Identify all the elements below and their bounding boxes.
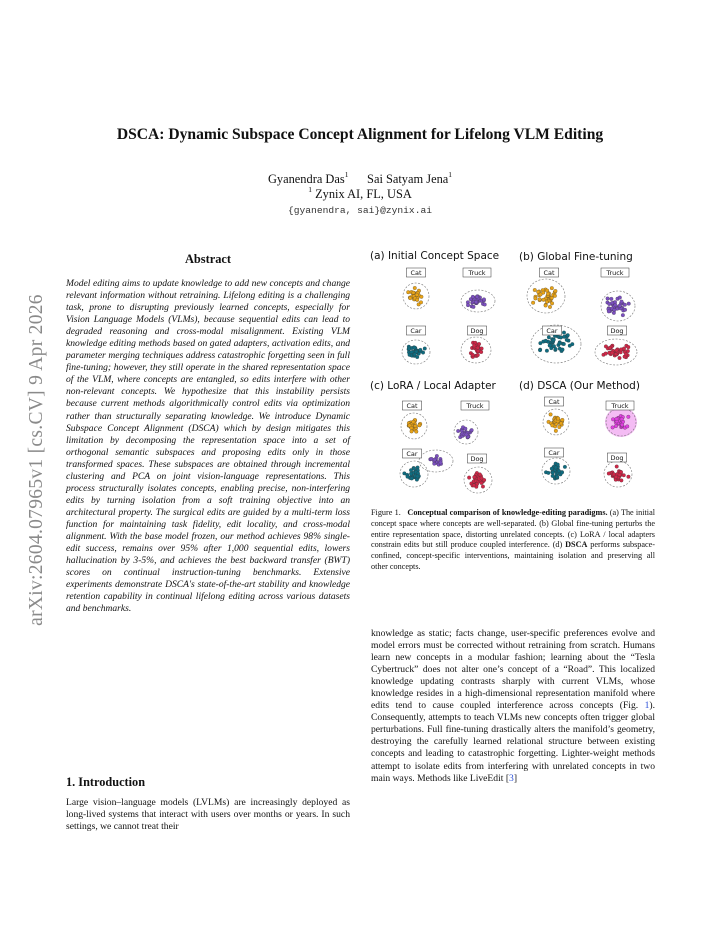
cluster-tag-car	[402, 449, 421, 458]
author-2-sup: 1	[448, 170, 453, 179]
citation-link[interactable]: 3	[509, 772, 514, 784]
panel-b-dog-cluster	[595, 339, 637, 365]
arxiv-stamp: arXiv:2604.07965v1 [cs.CV] 9 Apr 2026	[26, 294, 47, 626]
panel-d-cat-cluster	[543, 409, 569, 435]
right-text-2: ). Consequently, attempts to teach VLMs new concepts often trigger global perturbations. Full fine-tuning drastically alters the manifold’s geometry, destroying the carefully learned relational structure between existing concepts and leading to catastrophic forgetting. Lighter-weight methods attempt to isolate edits from interfering with unrelated concepts in two main ways. Methods like LiveEdit [	[371, 700, 655, 784]
author-1-sup: 1	[344, 170, 349, 179]
cluster-tag-dog	[607, 453, 626, 462]
cluster-tag-dog	[467, 326, 486, 335]
panel-d-title: (d) DSCA (Our Method)	[519, 380, 640, 392]
cluster-tag-dog	[467, 454, 486, 463]
abstract-heading: Abstract	[184, 252, 232, 266]
panel-c-truck-drift	[419, 450, 453, 472]
section-heading-introduction: 1. Introduction	[66, 775, 146, 789]
affiliation-sup: 1	[308, 185, 312, 194]
cluster-tag-car	[542, 326, 561, 335]
svg-text:Car: Car	[546, 327, 558, 335]
caption-bold-dsca: DSCA	[565, 540, 588, 550]
svg-text:Car: Car	[410, 327, 422, 335]
introduction-paragraph-continued	[371, 628, 655, 785]
svg-text:Truck: Truck	[606, 269, 624, 277]
caption-text: (a) The initial concept space where concepts are well-separated. (b) Global fine-tuning perturbs the entire representation space, distorting unrelated concepts. (c) LoRA / local adapters constrain edits but still produce coupled interference. (d)	[371, 508, 655, 550]
svg-text:Dog: Dog	[610, 327, 624, 335]
svg-text:Truck: Truck	[468, 269, 486, 277]
svg-text:Car: Car	[548, 449, 560, 457]
cluster-tag-cat	[544, 397, 563, 406]
cluster-tag-cat	[402, 401, 421, 410]
paper-title: DSCA: Dynamic Subspace Concept Alignment for Lifelong VLM Editing	[116, 126, 604, 143]
panel-a-title: (a) Initial Concept Space	[370, 250, 500, 262]
panel-b-truck-cluster	[601, 291, 635, 321]
panel-c-truck-cluster	[454, 420, 478, 444]
figure-caption	[371, 508, 655, 573]
svg-text:Dog: Dog	[470, 455, 484, 463]
panel-c-car-cluster	[400, 461, 428, 487]
panel-c-dog-cluster	[464, 467, 492, 493]
panel-a-dog-cluster	[461, 337, 491, 363]
affiliation-text: Zynix AI, FL, USA	[315, 187, 412, 201]
cluster-tag-truck	[606, 401, 634, 410]
caption-bold: Conceptual comparison of knowledge-editing paradigms.	[407, 508, 608, 517]
svg-text:Cat: Cat	[548, 398, 560, 406]
svg-text:Truck: Truck	[611, 402, 629, 410]
authors	[60, 172, 660, 187]
author-1: Gyanendra Das	[267, 172, 345, 186]
cluster-tag-car	[544, 448, 563, 457]
cluster-tag-truck	[461, 401, 489, 410]
figure-1	[366, 246, 658, 496]
panel-d-car-cluster	[542, 458, 570, 484]
panel-c-cat-cluster	[401, 413, 427, 439]
panel-a-cat-cluster	[403, 283, 429, 309]
right-text-3: ]	[513, 772, 518, 784]
cluster-tag-cat	[406, 268, 425, 277]
introduction-paragraph: Large vision–language models (LVLMs) are increasingly deployed as long-lived systems that interact with users over months or years. In such settings, we cannot treat their	[66, 797, 350, 833]
panel-a-car-cluster	[402, 340, 430, 364]
svg-text:Cat: Cat	[410, 269, 422, 277]
right-text-1: knowledge as static; facts change, user-specific preferences evolve and model errors must be corrected without retraining from scratch. Humans learn new concepts in a modular fashion; learning about the “Tesla Cybertruck” does not alter one’s concept of a “Road”. This localized knowledge updating contrasts sharply with current VLMs, whose knowledge resides in a high-dimensional representation manifold where edits tend to cause coupled interference across concepts (Fig.	[371, 628, 655, 712]
panel-b-cat-cluster	[527, 279, 565, 313]
svg-text:Dog: Dog	[610, 454, 624, 462]
svg-text:Dog: Dog	[470, 327, 484, 335]
figure-ref-link[interactable]: 1	[644, 700, 650, 712]
affiliation	[60, 187, 660, 202]
panel-d-dog-cluster	[604, 461, 632, 487]
svg-text:Cat: Cat	[406, 402, 418, 410]
panel-c-title: (c) LoRA / Local Adapter	[370, 380, 496, 392]
cluster-tag-truck	[463, 268, 491, 277]
panel-d-truck-cluster	[605, 407, 637, 437]
svg-text:Truck: Truck	[466, 402, 484, 410]
cluster-tag-car	[406, 326, 425, 335]
abstract-body: Model editing aims to update knowledge to add new concepts and change relevant information without retraining. Lifelong editing is a challenging task, prone to disrupting previously learned concepts, especially for Vision Language Models (VLMs), because sequential edits can lead to degraded reasoning and cross-modal misalignment. Existing VLM knowledge editing methods based on gated adapters, activation edits, and parameter merging techniques address catastrophic forgetting seen in full fine-tuning; however, they still operate in the shared representation space of the VLM, where concepts are entangled, so edits interfere with other non-relevant concepts. We hypothesize that this instability persists because current methods algorithmically control edits via optimization rather than structurally separating knowledge. We introduce Dynamic Subspace Concept Alignment (DSCA) which by design mitigates this limitation by decomposing the representation space into a set of orthogonal semantic subspaces and proposing edits only in those transformed spaces. These subspaces are obtained through incremental clustering and PCA on joint vision-language representations. This process structurally isolates concepts, enabling precise, non-interfering edits by turning isolation from a soft training objective into an architectural property. The surgical edits are guided by a multi-term loss function for maintaining task fidelity, edit locality, and cross-modal alignment. With the base model frozen, our method achieves 98% single-edit success, remains over 95% after 1,000 sequential edits, lowers hallucination by 3-5%, and achieves the best backward transfer (BWT) scores on continual instruction-tuning benchmarks. Extensive experiments demonstrate DSCA's state-of-the-art stability and knowledge retention capability in continual lifelong editing across various datasets and benchmarks.	[66, 278, 350, 615]
caption-text-end: performs subspace-confined, concept-specific interventions, maintaining isolation and preserving all other concepts.	[371, 540, 655, 571]
author-2: Sai Satyam Jena	[367, 172, 449, 186]
svg-text:Car: Car	[406, 450, 418, 458]
author-email: {gyanendra, sai}@zynix.ai	[288, 205, 432, 216]
svg-text:Cat: Cat	[543, 269, 555, 277]
cluster-tag-cat	[539, 268, 558, 277]
panel-b-title: (b) Global Fine-tuning	[519, 251, 633, 263]
cluster-tag-truck	[601, 268, 629, 277]
cluster-tag-dog	[607, 326, 626, 335]
caption-label: Figure 1.	[371, 508, 401, 517]
panel-a-truck-cluster	[461, 290, 495, 312]
